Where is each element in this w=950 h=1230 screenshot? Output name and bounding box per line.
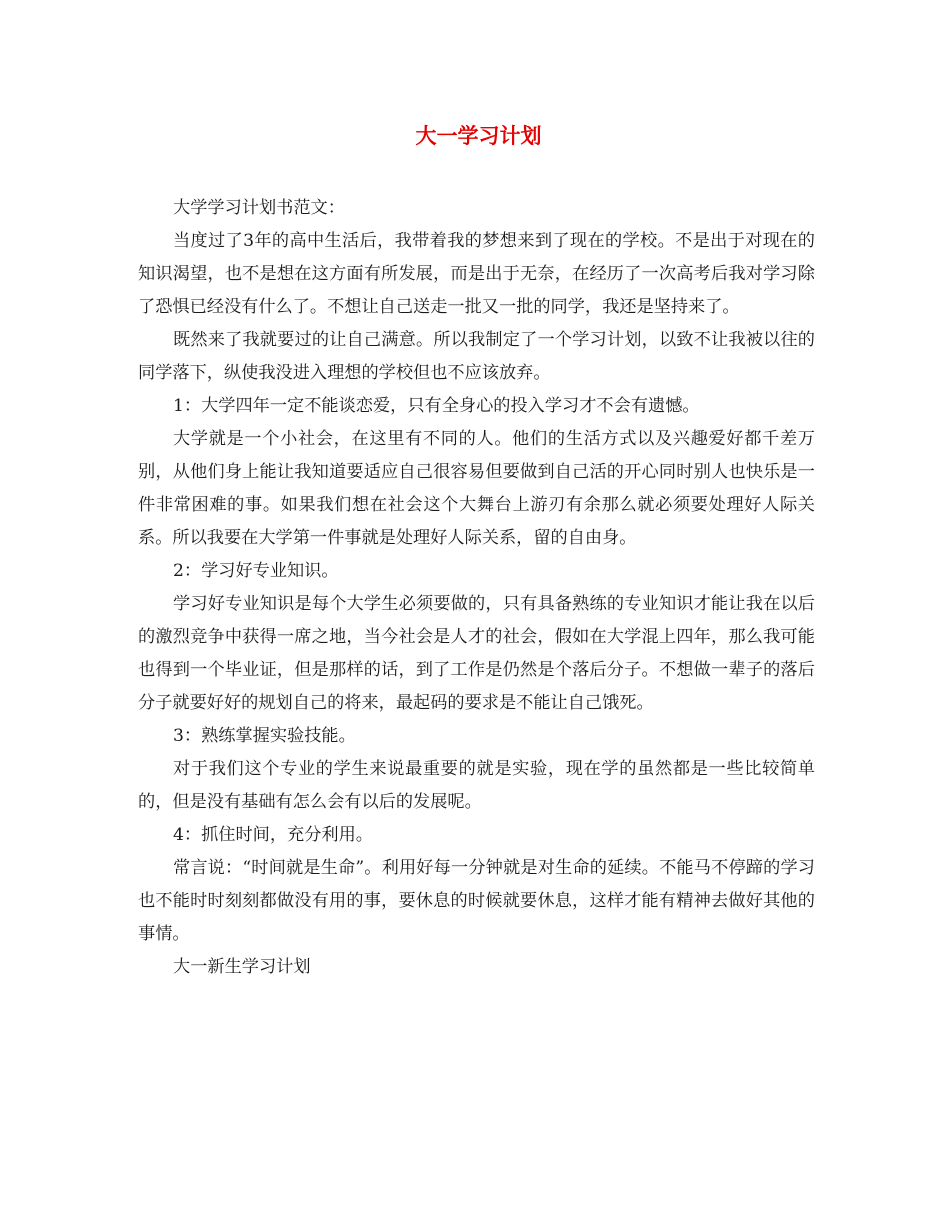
paragraph: 大一新生学习计划 — [173, 957, 311, 977]
paragraph: 当度过了3年的高中生活后，我带着我的梦想来到了现在的学校。不是出于对现在的知识渴望，也不是想在这方面有所发展，而是出于无奈，在经历了一次高考后我对学习除了恐惧已经没有什么了。不想让自己送走一批又一批的同学，我还是坚持来了。 — [138, 231, 815, 317]
paragraph: 4：抓住时间，充分利用。 — [173, 825, 373, 845]
paragraph: 大学就是一个小社会，在这里有不同的人。他们的生活方式以及兴趣爱好都千差万别，从他们身上能让我知道要适应自己很容易但要做到自己活的开心同时别人也快乐是一件非常困难的事。如果我们想在社会这个大舞台上游刃有余那么就必须要处理好人际关系。所以我要在大学第一件事就是处理好人际关系，留的自由身。 — [138, 429, 815, 548]
paragraph: 对于我们这个专业的学生来说最重要的就是实验，现在学的虽然都是一些比较简单的，但是没有基础有怎么会有以后的发展呢。 — [138, 759, 815, 812]
paragraph: 1：大学四年一定不能谈恋爱，只有全身心的投入学习才不会有遗憾。 — [173, 396, 700, 416]
paragraph: 常言说：“时间就是生命”。利用好每一分钟就是对生命的延续。不能马不停蹄的学习也不能时时刻刻都做没有用的事，要休息的时候就要休息，这样才能有精神去做好其他的 事情。 — [138, 858, 815, 944]
paragraph: 3：熟练掌握实验技能。 — [173, 726, 356, 746]
document-body — [138, 192, 815, 984]
paragraph: 学习好专业知识是每个大学生必须要做的，只有具备熟练的专业知识才能让我在以后的激烈竞争中获得一席之地，当今社会是人才的社会，假如在大学混上四年，那么我可能也得到一个毕业证，但是那样的话，到了工作是仍然是个落后分子。不想做一辈子的落后分子就要好好的规划自己的将来，最起码的要求是不能让自己饿死。 — [138, 594, 815, 713]
paragraph: 既然来了我就要过的让自己满意。所以我制定了一个学习计划，以致不让我被以往的同学落下，纵使我没进入理想的学校但也不应该放弃。 — [138, 330, 815, 383]
document-title: 大一学习计划 — [415, 123, 542, 148]
paragraph: 大学学习计划书范文： — [173, 198, 345, 218]
paragraph: 2：学习好专业知识。 — [173, 561, 339, 581]
